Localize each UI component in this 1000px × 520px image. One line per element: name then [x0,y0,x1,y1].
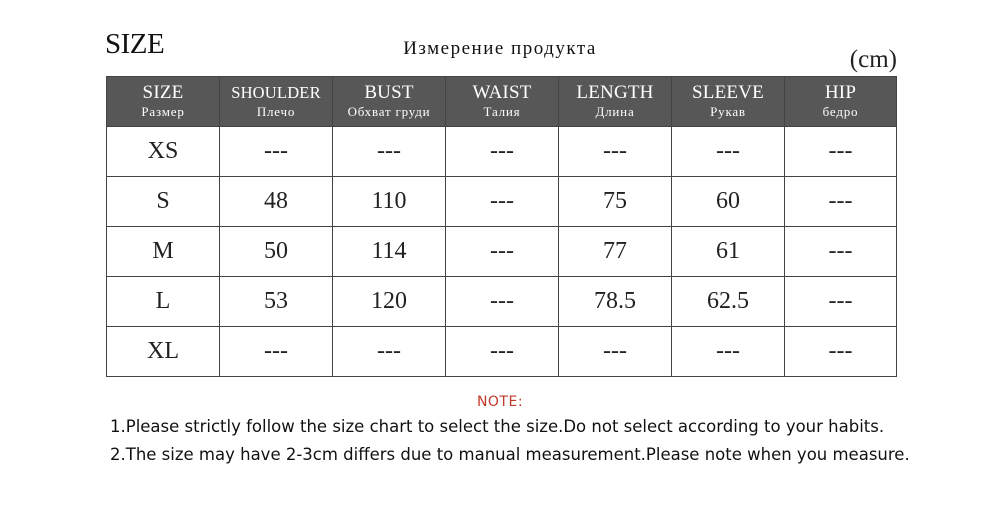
table-row-l [107,277,897,327]
table-cell: XS [107,127,220,177]
column-header-ru: Талия [483,104,521,119]
table-cell: 75 [559,177,672,227]
size-title: SIZE [105,28,165,60]
table-cell: --- [672,327,785,377]
table-cell: L [107,277,220,327]
table-cell: --- [333,127,446,177]
table-cell: --- [220,327,333,377]
table-row-s [107,177,897,227]
table-cell: XL [107,327,220,377]
table-cell: --- [785,277,897,327]
table-cell: 48 [220,177,333,227]
column-header-en: BUST [364,82,414,103]
table-row-xs [107,127,897,177]
column-header-en: HIP [824,82,857,103]
table-cell: --- [446,127,559,177]
table-cell: 78.5 [559,277,672,327]
column-header-length [559,77,672,127]
product-measurement-title: Измерение продукта [403,38,597,59]
table-cell: --- [785,227,897,277]
table-cell: --- [785,327,897,377]
table-cell: --- [559,327,672,377]
column-header-ru: Рукав [710,104,746,119]
table-cell: --- [446,227,559,277]
table-body [107,127,897,377]
column-header-ru: бедро [822,104,859,119]
note-line-2: 2.The size may have 2-3cm differs due to manual measurement.Please note when you measure. [110,445,910,464]
table-cell: 50 [220,227,333,277]
column-header-ru: Длина [595,104,635,119]
table-row-m [107,227,897,277]
table-header [107,77,897,127]
column-header-en: SIZE [142,82,184,103]
column-header-ru: Размер [141,104,185,119]
table-cell: S [107,177,220,227]
table-cell: M [107,227,220,277]
column-header-en: WAIST [472,82,532,103]
table-cell: --- [220,127,333,177]
table-cell: --- [559,127,672,177]
column-header-ru: Плечо [256,104,296,119]
column-header-ru: Обхват груди [347,104,431,119]
column-header-sleeve [672,77,785,127]
table-cell: 62.5 [672,277,785,327]
table-row-xl [107,327,897,377]
column-header-en: SHOULDER [231,83,321,102]
table-cell: 110 [333,177,446,227]
column-header-en: LENGTH [576,82,654,103]
table-cell: 114 [333,227,446,277]
note-heading: NOTE: [476,394,524,410]
column-header-shoulder [220,77,333,127]
column-header-en: SLEEVE [692,82,764,103]
table-cell: --- [785,177,897,227]
table-cell: 53 [220,277,333,327]
size-chart-table [106,76,897,377]
table-cell: 61 [672,227,785,277]
table-cell: --- [333,327,446,377]
note-line-1: 1.Please strictly follow the size chart to select the size.Do not select according to your habits. [110,417,885,436]
table-cell: 60 [672,177,785,227]
column-header-size [107,77,220,127]
table-cell: 120 [333,277,446,327]
table-cell: --- [446,177,559,227]
column-header-bust [333,77,446,127]
unit-label: (cm) [849,46,897,73]
table-cell: --- [785,127,897,177]
column-header-hip [785,77,897,127]
header-row [107,77,897,127]
table-cell: 77 [559,227,672,277]
table-cell: --- [672,127,785,177]
table-cell: --- [446,327,559,377]
table-cell: --- [446,277,559,327]
column-header-waist [446,77,559,127]
